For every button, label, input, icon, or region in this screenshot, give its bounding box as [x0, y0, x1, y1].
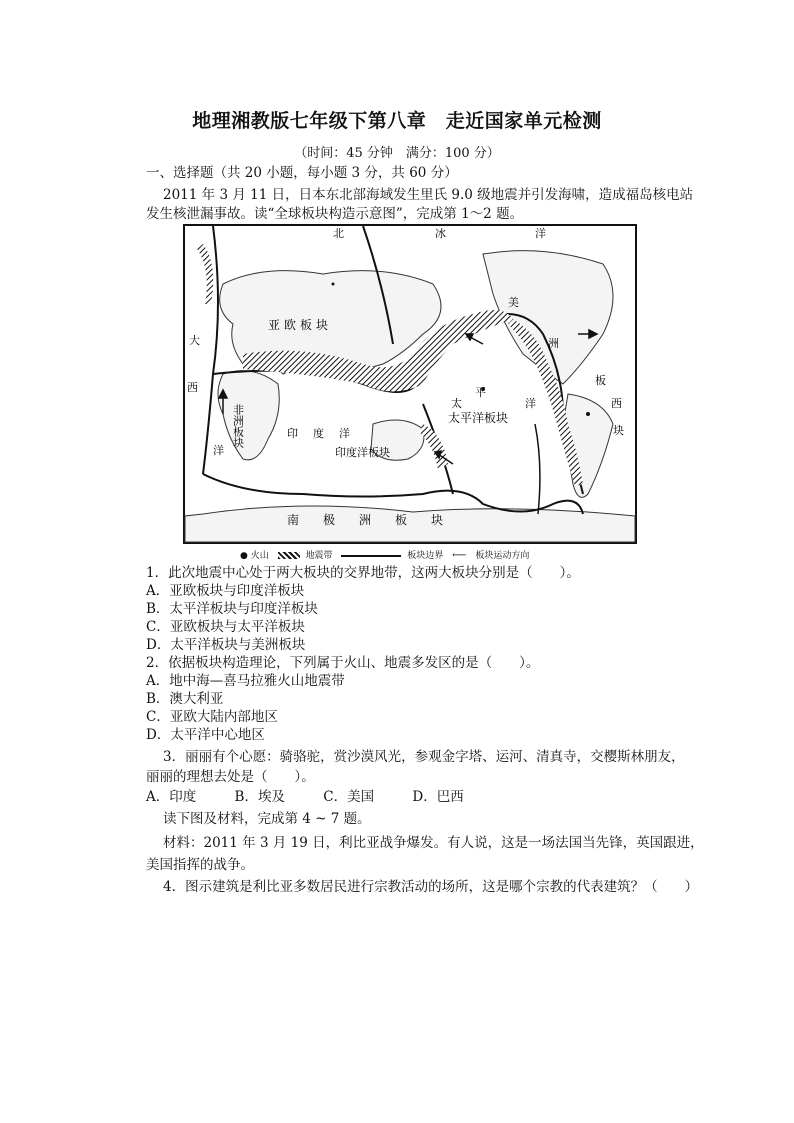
- q3-stem-1: 3．丽丽有个心愿：骑骆驼，赏沙漠风光，参观金字塔、运河、清真寺，交樱斯林朋友，: [163, 749, 685, 765]
- map-label-africa: 非洲板块: [231, 404, 245, 448]
- legend-motion: 板块运动方向: [475, 551, 530, 561]
- q3-option-d: D．巴西: [412, 789, 464, 805]
- legend-quake-swatch: [278, 552, 300, 559]
- q3-options: [146, 788, 498, 806]
- material-line-2: 美国指挥的战争。: [146, 857, 254, 873]
- q3-option-a: A．印度: [146, 789, 197, 805]
- map-label-yang3: 洋: [525, 397, 536, 410]
- section-heading: 一、选择题（共 20 小题，每小题 3 分，共 60 分）: [146, 165, 458, 181]
- map-label-ban: 板: [595, 374, 606, 387]
- map-label-du: 度: [313, 427, 324, 440]
- legend-quake: 地震带: [305, 551, 333, 561]
- map-label-mei: 美: [508, 296, 519, 309]
- map-label-eurasia: 亚欧板块: [268, 318, 333, 332]
- q3-option-b: B．埃及: [234, 789, 285, 805]
- map-label-da: 大: [189, 334, 200, 347]
- q3-option-c: C．美国: [323, 789, 375, 805]
- q1-option-c: C．亚欧板块与太平洋板块: [146, 619, 305, 635]
- legend-boundary-line: [341, 555, 401, 557]
- q1-stem: 1．此次地震中心处于两大板块的交界地带，这两大板块分别是（ ）。: [146, 565, 580, 581]
- legend-volcano: ● 火山: [240, 551, 269, 561]
- q1-option-d: D．太平洋板块与美洲板块: [146, 637, 306, 653]
- map-label-yang4: 洋: [213, 444, 224, 457]
- map-label-zhou: 洲: [548, 337, 559, 350]
- map-label-indian-plate: 印度洋板块: [335, 446, 390, 459]
- q1-option-b: B．太平洋板块与印度洋板块: [146, 601, 318, 617]
- q4-stem: 4．图示建筑是利比亚多数居民进行宗教活动的场所，这是哪个宗教的代表建筑？（ ）: [163, 879, 699, 895]
- q2-option-b: B．澳大利亚: [146, 691, 224, 707]
- map-label-nan-xi: 西: [611, 397, 622, 410]
- map-label-kuai: 块: [613, 424, 624, 437]
- page-subtitle: （时间：45 分钟 满分：100 分）: [294, 146, 500, 161]
- map-label-tai: 太: [451, 397, 462, 410]
- legend-boundary: 板块边界: [407, 551, 444, 561]
- read-intro: 读下图及材料，完成第 4 ~ 7 题。: [163, 811, 371, 827]
- plate-tectonics-map: [183, 224, 637, 544]
- q1-option-a: A．亚欧板块与印度洋板块: [146, 583, 305, 599]
- arrow-left-icon: ⟵: [452, 550, 467, 561]
- intro-line-2: 发生核泄漏事故。读“全球板块构造示意图”，完成第 1～2 题。: [146, 206, 524, 222]
- q2-option-d: D．太平洋中心地区: [146, 727, 265, 743]
- q2-stem: 2．依据板块构造理论，下列属于火山、地震多发区的是（ ）。: [146, 655, 540, 671]
- q3-stem-2: 丽丽的理想去处是（ ）。: [146, 769, 315, 785]
- q2-option-c: C．亚欧大陆内部地区: [146, 709, 278, 725]
- intro-line-1: 2011 年 3 月 11 日，日本东北部海域发生里氏 9.0 级地震并引发海啸，造成福岛核电站: [163, 187, 694, 203]
- map-label-yang2: 洋: [339, 427, 350, 440]
- map-label-north: 北: [333, 227, 344, 240]
- map-label-antarctic: 南 极 洲 板 块: [287, 513, 444, 527]
- material-line-1: 材料：2011 年 3 月 19 日，利比亚战争爆发。有人说，这是一场法国当先锋，英国跟进，: [163, 835, 704, 851]
- map-legend: [240, 548, 535, 561]
- map-label-yin: 印: [287, 427, 298, 440]
- map-label-yang1: 洋: [535, 227, 546, 240]
- map-label-bing: 冰: [435, 227, 446, 240]
- page-title: 地理湘教版七年级下第八章 走近国家单元检测: [192, 110, 602, 132]
- map-label-pacific: 太平洋板块: [448, 411, 509, 425]
- map-label-ping: 平: [475, 386, 486, 399]
- q2-option-a: A．地中海—喜马拉雅火山地震带: [146, 673, 345, 689]
- map-label-xi1: 西: [187, 381, 198, 394]
